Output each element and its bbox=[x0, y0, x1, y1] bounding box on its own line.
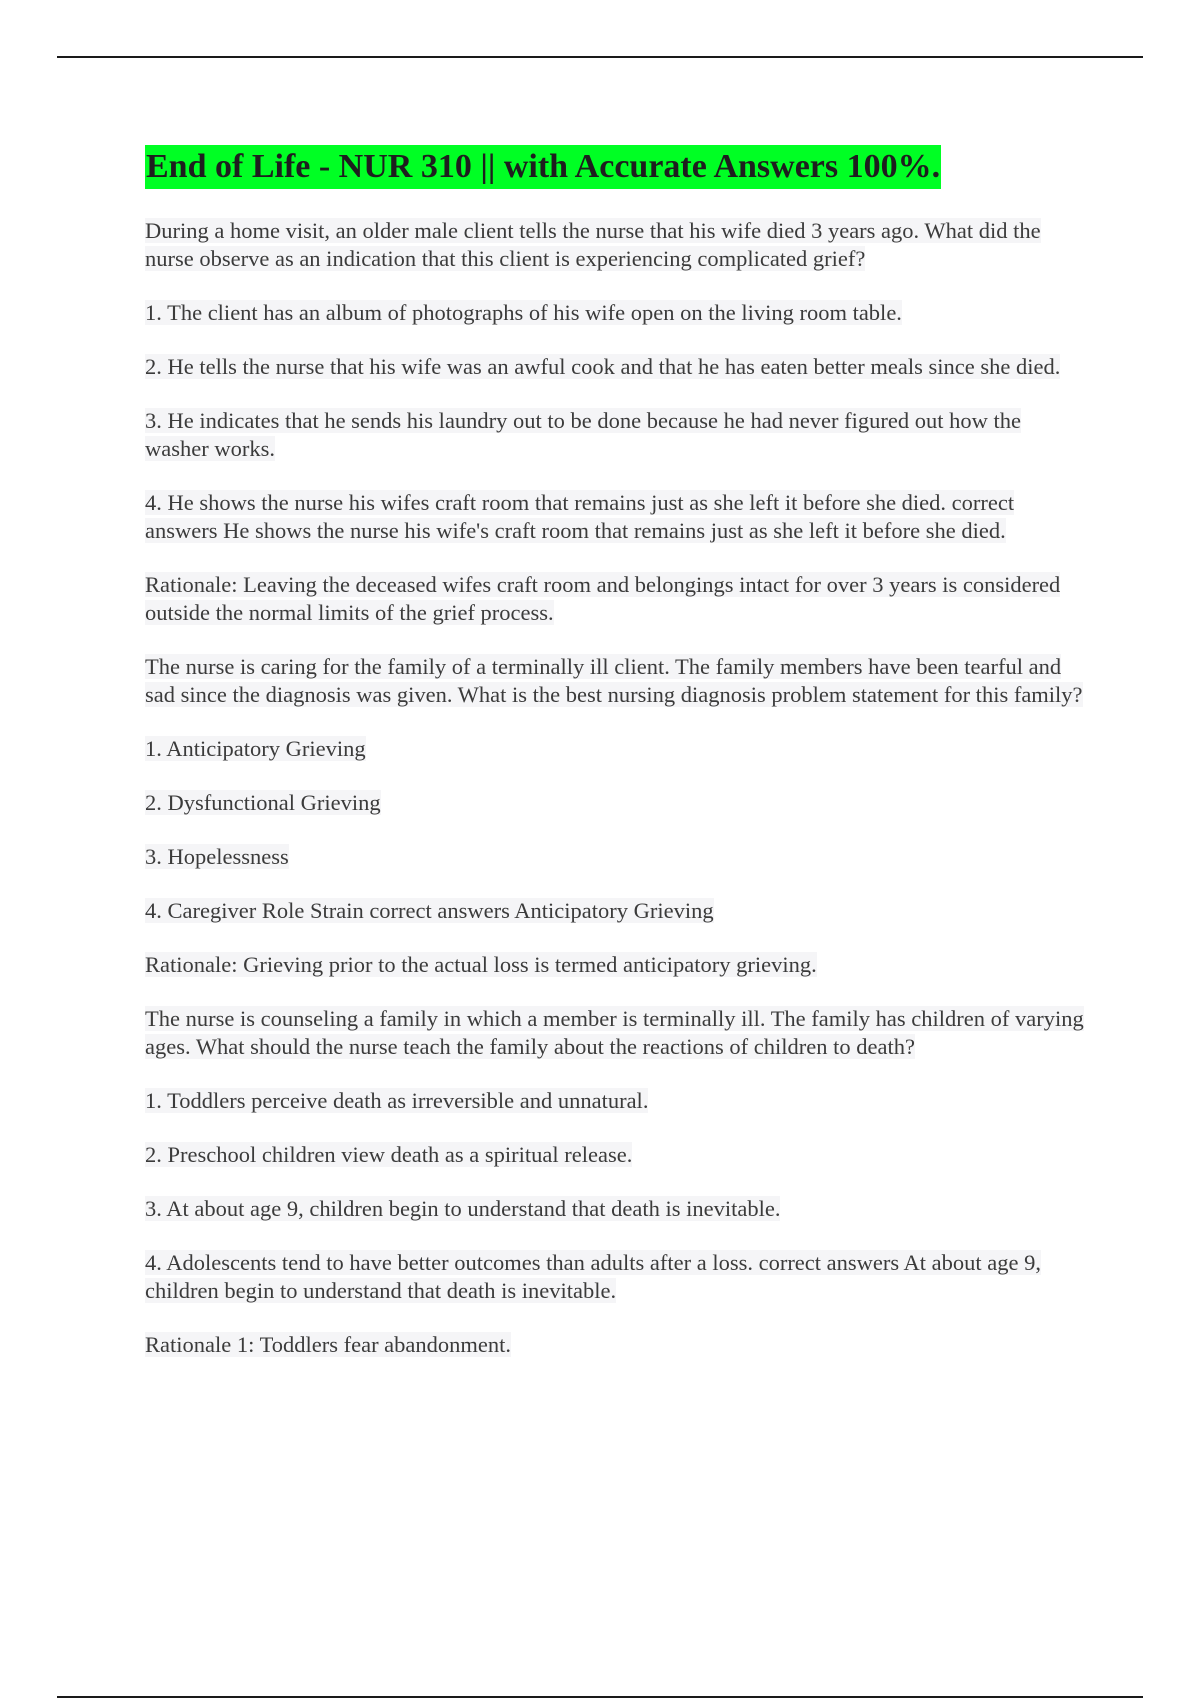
q1-option-4-answer bbox=[145, 489, 1090, 545]
q2-option-3 bbox=[145, 843, 1090, 871]
q1-stem bbox=[145, 217, 1090, 273]
q2-rationale-text: Rationale: Grieving prior to the actual loss is termed anticipatory grieving. bbox=[145, 952, 817, 977]
q2-option-4-text: 4. Caregiver Role Strain correct answers Anticipatory Grieving bbox=[145, 898, 714, 923]
q1-option-1-text: 1. The client has an album of photographs of his wife open on the living room table. bbox=[145, 300, 902, 325]
top-rule bbox=[57, 56, 1143, 58]
title-block bbox=[145, 145, 1090, 189]
q2-option-3-text: 3. Hopelessness bbox=[145, 844, 289, 869]
q3-stem-text: The nurse is counseling a family in which a member is terminally ill. The family has children of varying ages. What should the nurse teach the family about the reactions of children to death? bbox=[145, 1006, 1084, 1059]
q3-rationale-text: Rationale 1: Toddlers fear abandonment. bbox=[145, 1332, 512, 1357]
q1-rationale-text: Rationale: Leaving the deceased wifes craft room and belongings intact for over 3 years is considered outside the normal limits of the grief process. bbox=[145, 572, 1061, 625]
q2-stem-text: The nurse is caring for the family of a terminally ill client. The family members have been tearful and sad since the diagnosis was given. What is the best nursing diagnosis problem statement for this family? bbox=[145, 654, 1083, 707]
q3-option-3-text: 3. At about age 9, children begin to understand that death is inevitable. bbox=[145, 1196, 781, 1221]
q1-option-3 bbox=[145, 407, 1090, 463]
q3-option-3 bbox=[145, 1195, 1090, 1223]
q3-option-4-text: 4. Adolescents tend to have better outcomes than adults after a loss. correct answers At about age 9, children begin to understand that death is inevitable. bbox=[145, 1250, 1041, 1303]
q1-stem-text: During a home visit, an older male client tells the nurse that his wife died 3 years ago. What did the nurse observe as an indication that this client is experiencing complicated grief? bbox=[145, 218, 1041, 271]
q2-option-1-text: 1. Anticipatory Grieving bbox=[145, 736, 366, 761]
q3-option-1 bbox=[145, 1087, 1090, 1115]
q3-option-4-answer bbox=[145, 1249, 1090, 1305]
q3-rationale bbox=[145, 1331, 1090, 1359]
document-body bbox=[145, 145, 1090, 1385]
q2-rationale bbox=[145, 951, 1090, 979]
q1-rationale bbox=[145, 571, 1090, 627]
q3-stem bbox=[145, 1005, 1090, 1061]
q2-option-2-text: 2. Dysfunctional Grieving bbox=[145, 790, 381, 815]
q1-option-2 bbox=[145, 353, 1090, 381]
q1-option-4-text: 4. He shows the nurse his wifes craft room that remains just as she left it before she died. correct answers He shows the nurse his wife's craft room that remains just as she left it before she died. bbox=[145, 490, 1015, 543]
q3-option-2-text: 2. Preschool children view death as a spiritual release. bbox=[145, 1142, 633, 1167]
q1-option-3-text: 3. He indicates that he sends his laundry out to be done because he had never figured out how the washer works. bbox=[145, 408, 1021, 461]
q2-option-2 bbox=[145, 789, 1090, 817]
q2-option-4-answer bbox=[145, 897, 1090, 925]
document-title: End of Life - NUR 310 || with Accurate Answers 100%. bbox=[145, 145, 941, 189]
q2-stem bbox=[145, 653, 1090, 709]
q3-option-1-text: 1. Toddlers perceive death as irreversible and unnatural. bbox=[145, 1088, 649, 1113]
q3-option-2 bbox=[145, 1141, 1090, 1169]
bottom-rule bbox=[57, 1696, 1143, 1698]
q1-option-1 bbox=[145, 299, 1090, 327]
q2-option-1 bbox=[145, 735, 1090, 763]
q1-option-2-text: 2. He tells the nurse that his wife was an awful cook and that he has eaten better meals since she died. bbox=[145, 354, 1061, 379]
